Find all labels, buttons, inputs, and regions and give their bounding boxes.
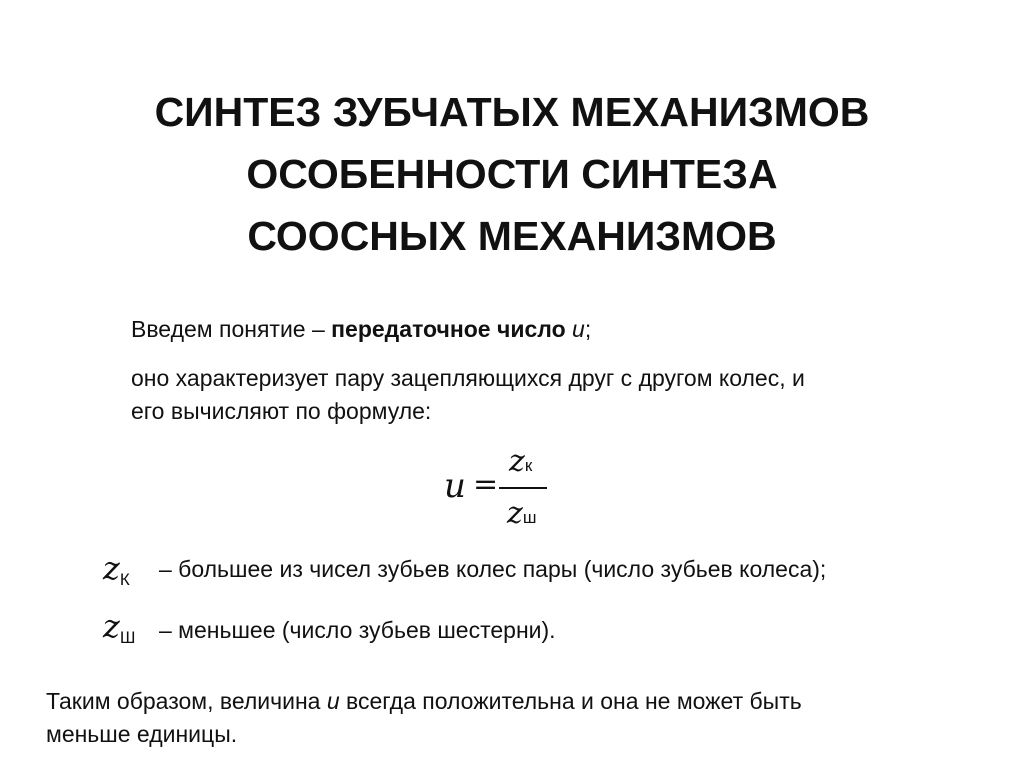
intro-line: [131, 313, 591, 345]
numerator-symbol: z: [509, 444, 525, 479]
definition-zsh: [103, 606, 135, 653]
title-line-1: СИНТЕЗ ЗУБЧАТЫХ МЕХАНИЗМОВ: [154, 89, 870, 135]
zsh-subscript: Ш: [119, 628, 136, 647]
zk-symbol: z: [103, 549, 120, 587]
conclusion-part2: всегда положительна и она не может быть: [339, 688, 802, 714]
formula-equals: =: [473, 467, 499, 502]
zk-subscript: К: [119, 570, 130, 589]
intro-term: передаточное число: [331, 316, 566, 342]
slide-title: [0, 81, 1024, 267]
numerator-subscript: к: [524, 456, 533, 475]
zsh-symbol: z: [103, 607, 120, 645]
description-line-2: его вычисляют по формуле:: [131, 398, 432, 424]
denominator-symbol: z: [507, 496, 523, 531]
definition-zk: [103, 548, 130, 595]
title-line-2: ОСОБЕННОСТИ СИНТЕЗА: [246, 151, 778, 197]
title-line-3: СООСНЫХ МЕХАНИЗМОВ: [247, 213, 777, 259]
definition-zk-text: – большее из чисел зубьев колес пары (число зубьев колеса);: [159, 556, 827, 582]
description-line-1: оно характеризует пару зацепляющихся друг с другом колес, и: [131, 365, 805, 391]
fraction-bar: [499, 487, 547, 489]
intro-var: u: [572, 316, 585, 342]
conclusion-line-1: [46, 685, 802, 717]
conclusion-line-2: меньше единицы.: [46, 721, 238, 747]
intro-suffix: ;: [584, 316, 592, 342]
conclusion-var: u: [326, 688, 340, 714]
conclusion-part1: Таким образом, величина: [46, 688, 327, 714]
denominator-subscript: ш: [522, 508, 537, 527]
formula-denominator: [507, 496, 536, 537]
formula-lhs: u: [444, 466, 466, 506]
intro-prefix: Введем понятие –: [131, 316, 332, 342]
definition-zsh-text: – меньшее (число зубьев шестерни).: [159, 617, 556, 643]
formula-numerator: [509, 444, 532, 485]
